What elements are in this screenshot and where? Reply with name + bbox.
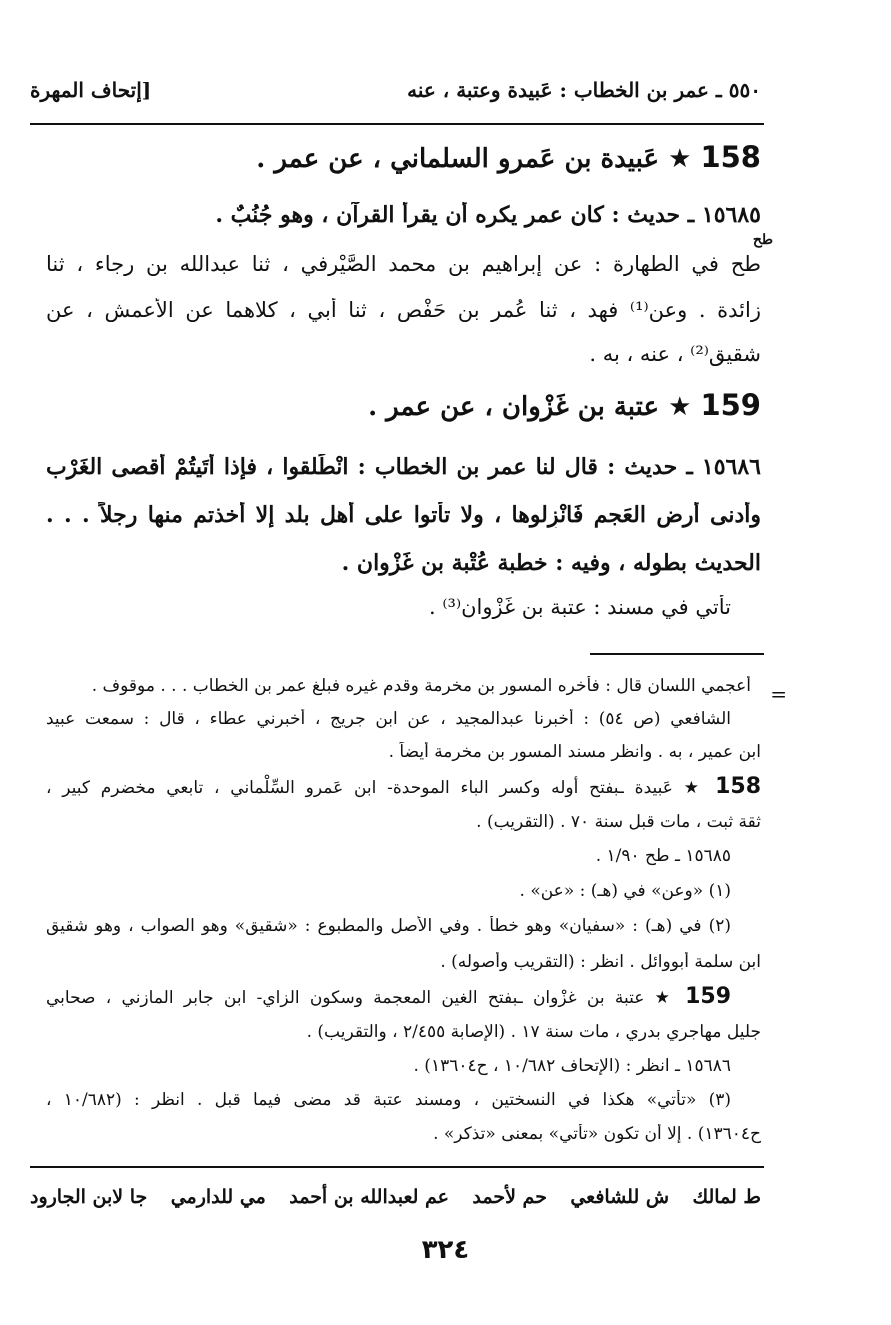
main-text xyxy=(46,140,761,640)
continuation-mark: = xyxy=(770,682,787,706)
abbreviation-item: جا لابن الجارود xyxy=(30,1186,148,1208)
page-number: ٣٢٤ xyxy=(421,1235,470,1265)
bio-entry-159 xyxy=(46,388,761,428)
running-header-book: [إتحاف المهرة xyxy=(30,78,152,102)
footnote-2: (٢) في (هـ) : «سفيان» وهو خطأ . وفي الأصل والمطبوع : «شقيق» وهو الصواب ، وهو شقيق xyxy=(46,916,731,936)
entry-number: 159 xyxy=(685,984,731,1009)
hadith-15685-line-3: شقيق⁽²⁾ ، عنه ، به . xyxy=(589,342,761,366)
bio-text: عَبيدة بن عَمرو السلماني ، عن عمر . xyxy=(256,144,660,174)
hadith-15686-line-1: ١٥٦٨٦ ـ حديث : قال لنا عمر بن الخطاب : انْطَلقوا ، فإذا أَتَيتُمْ أقصى الغَرْب xyxy=(46,454,761,480)
footnote-1: (١) «وعن» في (هـ) : «عن» . xyxy=(519,881,731,901)
footnote-line: الشافعي (ص ٥٤) : أخبرنا عبدالمجيد ، عن ابن جريج ، أخبرني عطاء ، قال : سمعت عبيد xyxy=(46,709,731,729)
star-icon: ★ xyxy=(668,144,692,174)
abbreviation-rule xyxy=(30,1166,764,1168)
running-header-title: ٥٥٠ ـ عمر بن الخطاب : عَبيدة وعتبة ، عنه xyxy=(407,78,761,102)
footnote-separator xyxy=(590,653,764,655)
footnote-text: عتبة بن غزْوان ـبفتح الغين المعجمة وسكون الزاي‐ ابن جابر المازني ، صحابي xyxy=(46,988,645,1008)
abbreviation-key xyxy=(30,1186,761,1208)
entry-number: 158 xyxy=(715,774,761,799)
footnote-line: ابن عمير ، به . وانظر مسند المسور بن مخرمة أيضاً . xyxy=(388,742,761,762)
hadith-15685-line-1: طح في الطهارة : عن إبراهيم بن محمد الصَّيْرفي ، ثنا عبدالله بن رجاء ، ثنا xyxy=(46,252,761,276)
bio-entry-158 xyxy=(46,140,761,180)
entry-number: 158 xyxy=(700,140,761,174)
hadith-15685-line-2: زائدة . وعن⁽¹⁾ فهد ، ثنا عُمر بن حَفْص ، ثنا أبي ، كلاهما عن الأعمش ، عن xyxy=(46,298,761,322)
footnote-text: عَبيدة ـبفتح أوله وكسر الباء الموحدة‐ ابن عَمرو السِّلْماني ، تابعي مخضرم كبير ، xyxy=(46,778,673,798)
footnote-158 xyxy=(46,774,761,799)
margin-symbol: طح xyxy=(752,232,773,248)
footnote-line: ابن سلمة أبووائل . انظر : (التقريب وأصوله) . xyxy=(440,952,761,972)
hadith-15686-line-2: وأدنى أرض العَجم فَانْزِلوها ، ولا تأتوا على أهل بلد إلا أخذتم منها رجلاً . . . xyxy=(46,502,761,528)
hadith-15685-heading: ١٥٦٨٥ ـ حديث : كان عمر يكره أن يقرأ القرآن ، وهو جُنُبٌ . xyxy=(215,202,761,228)
abbreviation-item: ش للشافعي xyxy=(570,1186,670,1208)
abbreviation-item: عم لعبدالله بن أحمد xyxy=(289,1186,449,1208)
abbreviation-item: حم لأحمد xyxy=(472,1186,547,1208)
hadith-15686-line-3: الحديث بطوله ، وفيه : خطبة عُتْبة بن غَزْوان . xyxy=(341,550,761,576)
footnote-line: أعجمي اللسان قال : فأخره المسور بن مخرمة وقدم غيره فبلغ عمر بن الخطاب . . . موقوف . xyxy=(91,676,751,696)
star-icon: ★ xyxy=(683,778,705,798)
star-icon: ★ xyxy=(668,392,692,422)
abbreviation-item: ط لمالك xyxy=(692,1186,761,1208)
footnote-line: ١٥٦٨٦ ـ انظر : (الإتحاف ١٠/٦٨٢ ، ح١٣٦٠٤) . xyxy=(413,1056,731,1076)
bio-text: عتبة بن غَزْوان ، عن عمر . xyxy=(368,392,660,422)
entry-number: 159 xyxy=(700,388,761,422)
footnote-159 xyxy=(46,984,731,1009)
footnote-line: ثقة ثبت ، مات قبل سنة ٧٠ . (التقريب) . xyxy=(476,812,761,832)
footnote-line: ١٥٦٨٥ ـ طح ١/٩٠ . xyxy=(595,846,731,866)
footnote-line: ح١٣٦٠٤) . إلا أن تكون «تأتي» بمعنى «تذكر» . xyxy=(433,1124,761,1144)
footnote-3: (٣) «تأتي» هكذا في النسختين ، ومسند عتبة قد مضى فيما قبل . انظر : (١٠/٦٨٢ ، xyxy=(46,1090,731,1110)
hadith-15686-line-4: تأتي في مسند : عتبة بن غَزْوان⁽³⁾ . xyxy=(429,595,731,619)
header-rule xyxy=(30,123,764,125)
footnotes xyxy=(46,676,761,1166)
abbreviation-item: مي للدارمي xyxy=(170,1186,266,1208)
footnote-line: جليل مهاجري بدري ، مات سنة ١٧ . (الإصابة ٢/٤٥٥ ، والتقريب) . xyxy=(306,1022,761,1042)
star-icon: ★ xyxy=(654,988,675,1008)
